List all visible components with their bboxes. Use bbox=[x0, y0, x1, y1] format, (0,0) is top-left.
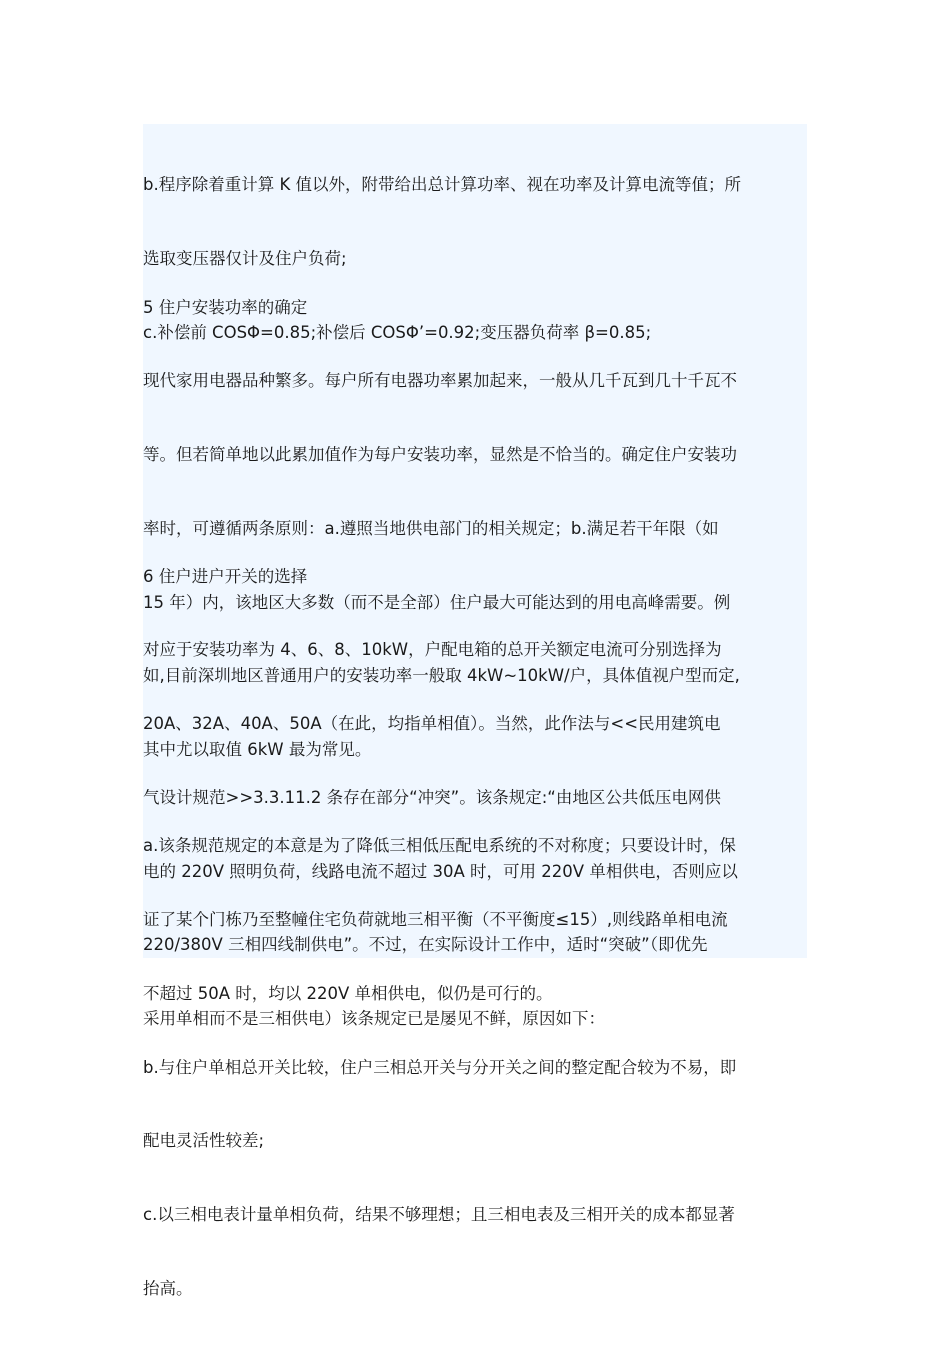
text-line: b.与住户单相总开关比较，住户三相总开关与分开关之间的整定配合较为不易，即 bbox=[143, 1057, 737, 1077]
text-line: 20A、32A、40A、50A（在此，均指单相值）。当然，此作法与<<民用建筑电 bbox=[143, 713, 721, 733]
text-line: b.程序除着重计算 K 值以外，附带给出总计算功率、视在功率及计算电流等值；所 bbox=[143, 175, 742, 195]
text-line: 率时，可遵循两条原则：a.遵照当地供电部门的相关规定；b.满足若干年限（如 bbox=[143, 518, 719, 538]
document-content bbox=[143, 124, 807, 1298]
text-line: 采用单相而不是三相供电）该条规定已是屡见不鲜，原因如下： bbox=[143, 1009, 605, 1029]
text-line: 电的 220V 照明负荷，线路电流不超过 30A 时，可用 220V 单相供电，否则应以 bbox=[143, 861, 738, 881]
text-line: c.以三相电表计量单相负荷，结果不够理想；且三相电表及三相开关的成本都显著 bbox=[143, 1205, 735, 1225]
text-line: 气设计规范>>3.3.11.2 条存在部分“冲突”。该条规定:“由地区公共低压电网供 bbox=[143, 787, 721, 807]
text-line: 抬高。 bbox=[143, 1278, 193, 1298]
paragraph-reasons bbox=[143, 785, 807, 1351]
text-line: 等。但若简单地以此累加值作为每户安装功率，显然是不恰当的。确定住户安装功 bbox=[143, 444, 737, 464]
text-line: 证了某个门栋乃至整幢住宅负荷就地三相平衡（不平衡度≤15）,则线路单相电流 bbox=[143, 909, 728, 929]
text-line: 配电灵活性较差; bbox=[143, 1131, 265, 1151]
text-line: 15 年）内，该地区大多数（而不是全部）住户最大可能达到的用电高峰需要。例 bbox=[143, 592, 731, 612]
text-line: a.该条规范规定的本意是为了降低三相低压配电系统的不对称度；只要设计时，保 bbox=[143, 836, 736, 856]
heading-text: 6 住户进户开关的选择 bbox=[143, 567, 308, 587]
text-line: 如,目前深圳地区普通用户的安装功率一般取 4kW~10kW/户，具体值视户型而定, bbox=[143, 666, 740, 686]
text-line: 现代家用电器品种繁多。每户所有电器功率累加起来，一般从几千瓦到几十千瓦不 bbox=[143, 371, 737, 391]
text-line: 220/380V 三相四线制供电”。不过，在实际设计工作中，适时“突破”（即优先 bbox=[143, 935, 708, 955]
text-line: 选取变压器仅计及住户负荷; bbox=[143, 248, 347, 268]
text-line: 其中尤以取值 6kW 最为常见。 bbox=[143, 740, 372, 760]
text-line: 对应于安装功率为 4、6、8、10kW，户配电箱的总开关额定电流可分别选择为 bbox=[143, 640, 722, 660]
heading-text: 5 住户安装功率的确定 bbox=[143, 298, 308, 318]
text-line: c.补偿前 COSΦ=0.85;补偿后 COSΦ’=0.92;变压器负荷率 β=0.85; bbox=[143, 322, 652, 342]
text-line: 不超过 50A 时，均以 220V 单相供电，似仍是可行的。 bbox=[143, 983, 553, 1003]
